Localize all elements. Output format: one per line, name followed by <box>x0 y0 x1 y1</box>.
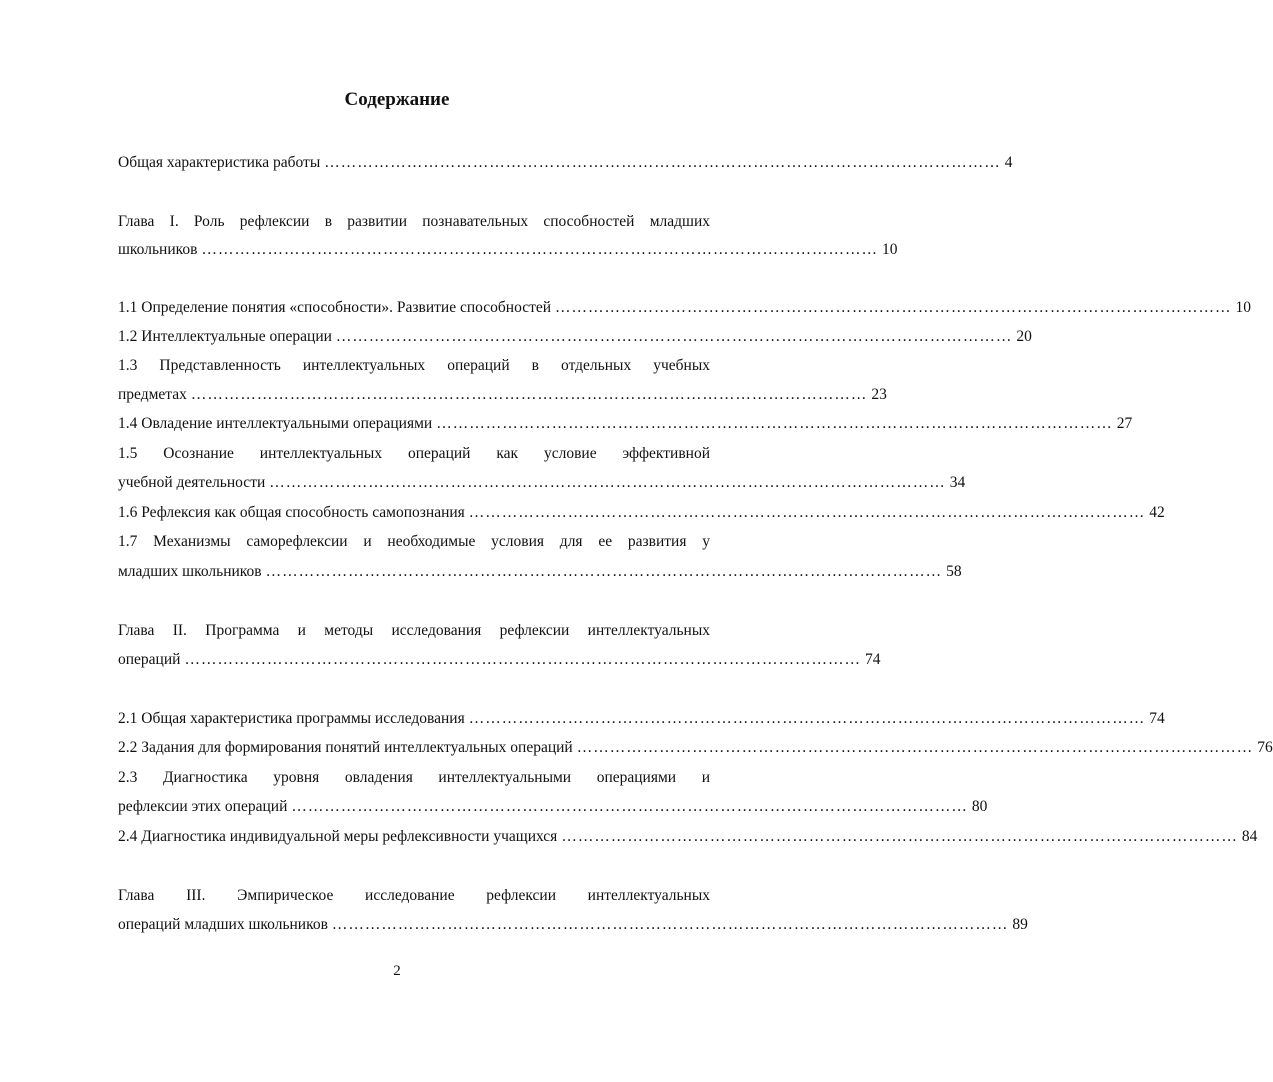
toc-section-2-3[interactable] <box>118 798 988 816</box>
toc-entry-page: 23 <box>871 386 887 403</box>
leader-dots: …………………………………………………………………………………………………………… <box>468 710 1146 727</box>
toc-entry-page: 4 <box>1004 154 1013 171</box>
toc-entry-page: 76 <box>1257 739 1273 756</box>
toc-entry-text: 1.2 Интеллектуальные операции <box>118 328 332 345</box>
toc-entry-text: 1.3 Представленность интеллектуальных операций в отдельных учебных <box>118 357 710 374</box>
toc-section-2-4[interactable] <box>118 828 1258 846</box>
toc-entry-text: 2.2 Задания для формирования понятий интеллектуальных операций <box>118 739 573 756</box>
toc-entry-page: 34 <box>949 474 966 491</box>
toc-entry-text: рефлексии этих операций <box>118 798 288 815</box>
leader-dots: …………………………………………………………………………………………………………… <box>324 154 1001 171</box>
leader-dots: …………………………………………………………………………………………………………… <box>269 474 946 491</box>
leader-dots: …………………………………………………………………………………………………………… <box>335 328 1013 345</box>
toc-entry-page: 20 <box>1016 328 1032 345</box>
toc-entry-text: 1.6 Рефлексия как общая способность самопознания <box>118 504 465 521</box>
leader-dots: …………………………………………………………………………………………………………… <box>436 415 1113 432</box>
toc-entry-text: 1.1 Определение понятия «способности». Развитие способностей <box>118 299 552 316</box>
toc-section-1-5[interactable] <box>118 474 966 492</box>
toc-chapter-2[interactable] <box>118 651 881 669</box>
toc-entry-text: младших школьников <box>118 563 262 580</box>
toc-entry-text: Глава I. Роль рефлексии в развитии познавательных способностей младших <box>118 213 710 230</box>
leader-dots: …………………………………………………………………………………………………………… <box>331 916 1009 933</box>
toc-entry-page: 89 <box>1012 916 1028 933</box>
toc-chapter-3-line1[interactable] <box>118 887 710 905</box>
leader-dots: …………………………………………………………………………………………………………… <box>190 386 868 403</box>
toc-section-2-3-line1[interactable] <box>118 769 710 787</box>
toc-entry-text: 2.1 Общая характеристика программы исследования <box>118 710 465 727</box>
toc-entry-text: 2.3 Диагностика уровня овладения интеллектуальными операциями и <box>118 769 710 786</box>
toc-entry-page: 58 <box>946 563 962 580</box>
leader-dots: …………………………………………………………………………………………………………… <box>576 739 1254 756</box>
toc-entry-general[interactable] <box>118 154 1013 172</box>
toc-entry-text: предметах <box>118 386 187 403</box>
toc-chapter-1[interactable] <box>118 241 898 259</box>
toc-entry-text: 1.4 Овладение интеллектуальными операциями <box>118 415 433 432</box>
page-number: 2 <box>393 963 401 979</box>
toc-chapter-1-line1[interactable] <box>118 213 710 231</box>
leader-dots: …………………………………………………………………………………………………………… <box>561 828 1238 845</box>
toc-entry-page: 10 <box>881 241 898 258</box>
toc-section-2-2[interactable] <box>118 739 1273 757</box>
toc-entry-page: 27 <box>1116 415 1133 432</box>
leader-dots: …………………………………………………………………………………………………………… <box>291 798 968 815</box>
toc-entry-page: 80 <box>971 798 988 815</box>
toc-entry-text: Глава III. Эмпирическое исследование рефлексии интеллектуальных <box>118 887 710 904</box>
toc-section-1-3[interactable] <box>118 386 887 404</box>
toc-section-1-6[interactable] <box>118 504 1165 522</box>
leader-dots: …………………………………………………………………………………………………………… <box>184 651 861 668</box>
toc-entry-page: 42 <box>1149 504 1165 521</box>
toc-section-1-3-line1[interactable] <box>118 357 710 375</box>
toc-entry-page: 84 <box>1241 828 1258 845</box>
toc-chapter-3[interactable] <box>118 916 1028 934</box>
leader-dots: …………………………………………………………………………………………………………… <box>468 504 1146 521</box>
leader-dots: …………………………………………………………………………………………………………… <box>555 299 1232 316</box>
toc-entry-page: 74 <box>864 651 881 668</box>
toc-entry-text: школьников <box>118 241 198 258</box>
toc-entry-text: Общая характеристика работы <box>118 154 321 171</box>
toc-entry-text: операций младших школьников <box>118 916 328 933</box>
page-title: Содержание <box>344 89 450 110</box>
toc-section-2-1[interactable] <box>118 710 1165 728</box>
toc-entry-text: операций <box>118 651 181 668</box>
toc-entry-text: учебной деятельности <box>118 474 266 491</box>
toc-section-1-2[interactable] <box>118 328 1032 346</box>
toc-section-1-4[interactable] <box>118 415 1133 433</box>
toc-entry-text: 2.4 Диагностика индивидуальной меры рефлексивности учащихся <box>118 828 558 845</box>
leader-dots: …………………………………………………………………………………………………………… <box>201 241 878 258</box>
toc-section-1-1[interactable] <box>118 299 1252 317</box>
toc-entry-text: 1.5 Осознание интеллектуальных операций как условие эффективной <box>118 445 710 462</box>
toc-section-1-7[interactable] <box>118 563 962 581</box>
toc-section-1-5-line1[interactable] <box>118 445 710 463</box>
toc-chapter-2-line1[interactable] <box>118 622 710 640</box>
toc-entry-text: 1.7 Механизмы саморефлексии и необходимые условия для ее развития у <box>118 533 710 550</box>
toc-entry-page: 74 <box>1149 710 1165 727</box>
leader-dots: …………………………………………………………………………………………………………… <box>265 563 943 580</box>
toc-entry-page: 10 <box>1235 299 1252 316</box>
toc-section-1-7-line1[interactable] <box>118 533 710 551</box>
toc-entry-text: Глава II. Программа и методы исследования рефлексии интеллектуальных <box>118 622 710 639</box>
